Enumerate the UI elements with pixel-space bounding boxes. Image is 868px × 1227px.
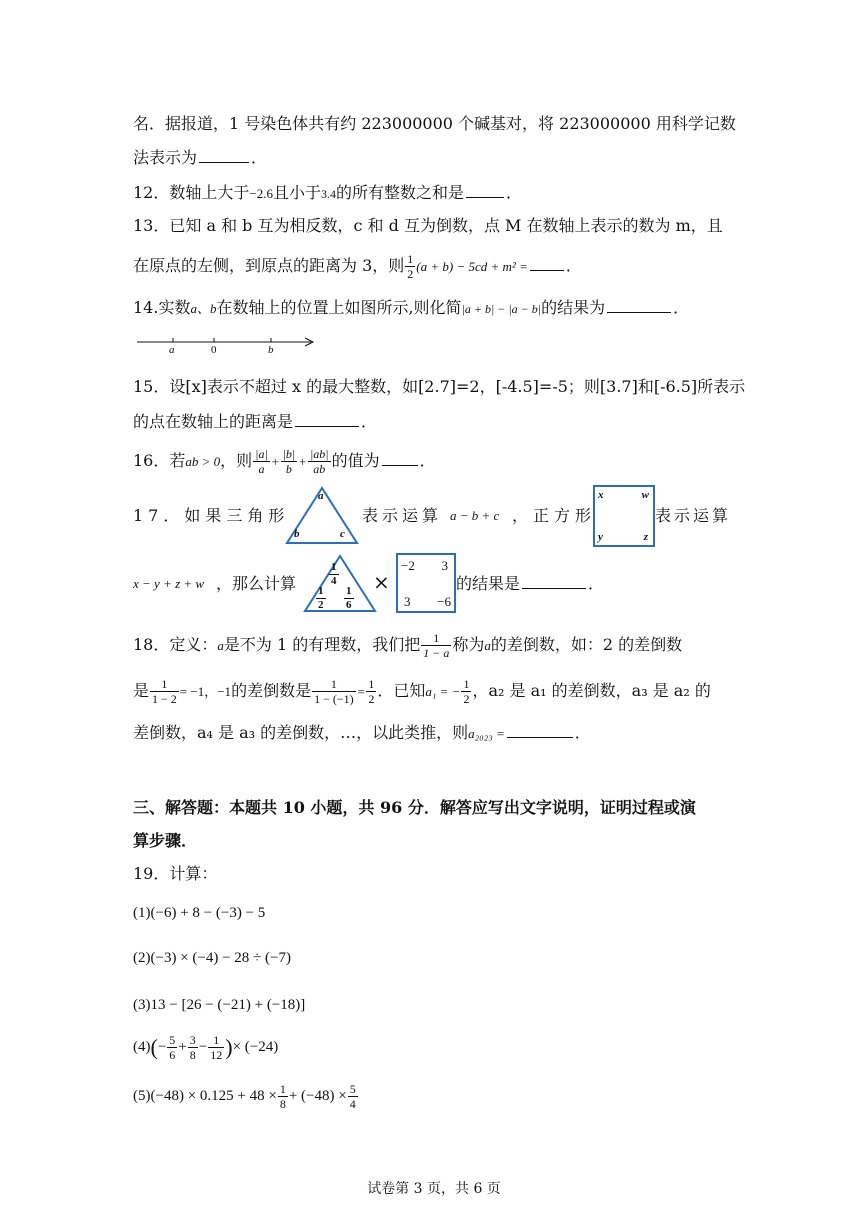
q15-line2: 的点在数轴上的距离是 ． <box>133 412 378 431</box>
q19-part1: (1)(−6) + 8 − (−3) − 5 <box>133 905 266 921</box>
answer-blank <box>382 449 418 466</box>
q19-part2: (2)(−3) × (−4) − 28 ÷ (−7) <box>133 950 291 966</box>
q11-line2: 法表示为 ． <box>133 148 268 167</box>
sq2-tr: 3 <box>441 558 448 573</box>
times-sign: × <box>373 570 390 594</box>
square-label-w: w <box>641 489 649 501</box>
q19-title: 19．计算： <box>133 864 218 883</box>
q18-line2: 是 $\frac{1}{1 - 2}$ = −1，−1的差倒数是 $\frac{1}{1 - (-1)}$ = $\frac{1}{2}$ ．已知a₁ = − $\frac{1}{2}$ ，a₂ 是 a₁ 的差倒数，a₃ 是 a₂ 的 <box>133 677 711 706</box>
q19-part3: (3)13 − [26 − (−21) + (−18)] <box>133 997 306 1013</box>
fraction: $\frac{1}{1 - a}$ <box>423 631 450 660</box>
fraction: $\frac{|b|}{b}$ <box>282 447 296 476</box>
square-shape-2 <box>396 553 456 613</box>
tri2-left-fraction: $\frac{1}{2}$ <box>318 585 324 611</box>
square-label-y: y <box>598 531 603 543</box>
q17-text-b: 表示运算 <box>362 506 443 525</box>
triangle-label-b: b <box>294 528 300 540</box>
tri2-top-fraction: $\frac{1}{4}$ <box>331 561 337 587</box>
fraction: $\frac{|a|}{a}$ <box>255 447 268 476</box>
q12: 12．数轴上大于−2.6且小于3.4的所有整数之和是 ． <box>133 183 523 202</box>
answer-blank <box>507 721 573 738</box>
square-label-z: z <box>643 531 648 543</box>
section-heading-line2: 算步骤． <box>133 831 198 850</box>
number-line-label-0: 0 <box>211 344 217 356</box>
number-line-label-a: a <box>169 344 175 356</box>
q19-part5: (5)(−48) × 0.125 + 48 × $\frac{1}{8}$ + (−48) × $\frac{5}{4}$ <box>133 1082 356 1111</box>
q13-line2: 在原点的左侧，到原点的距离为 3，则 $\frac{1}{2}$ (a + b) − 5cd + m² = ． <box>133 252 582 281</box>
q16: 16．若ab > 0，则 $\frac{|a|}{a}$ + $\frac{|b|}{b}$ + $\frac{|ab|}{ab}$ 的值为 ． <box>133 447 436 476</box>
number-line <box>133 332 323 360</box>
fraction: $\frac{1}{2}$ <box>463 677 470 706</box>
sq2-tl: −2 <box>401 558 415 573</box>
answer-blank <box>607 296 671 313</box>
square-shape <box>593 485 655 547</box>
number-line-label-b: b <box>268 344 274 356</box>
triangle-label-a: a <box>318 490 324 502</box>
answer-blank <box>522 572 586 589</box>
q17-op2: x − y + z + w <box>133 576 205 591</box>
q19-part4: (4)(− $\frac{5}{6}$ + $\frac{3}{8}$ − $\frac{1}{12}$ )× (−24) <box>133 1033 279 1062</box>
fraction: $\frac{1}{1 - 2}$ <box>152 677 177 706</box>
q11-line1: 名．据报道，1 号染色体共有约 223000000 个碱基对，将 223000000 用科学记数 <box>133 114 736 133</box>
fraction: $\frac{1}{1 - (-1)}$ <box>314 677 354 706</box>
answer-blank <box>295 410 359 427</box>
q17-text-a: 17．如果三角形 <box>133 506 290 525</box>
tri2-right-fraction: $\frac{1}{6}$ <box>346 585 352 611</box>
square-label-x: x <box>598 489 604 501</box>
triangle-shape-2 <box>302 553 378 615</box>
q14: 14.实数a、b在数轴上的位置上如图所示,则化简|a + b| − |a − b|的结果为 ． <box>133 298 690 317</box>
q17-text-f: 的结果是 ． <box>456 574 605 593</box>
page-footer: 试卷第 3 页，共 6 页 <box>367 1181 501 1197</box>
q17-text-e: ，那么计算 <box>216 574 297 593</box>
answer-blank <box>199 146 249 163</box>
q17-text-c: ，正方形 <box>512 506 597 525</box>
fraction: $\frac{1}{2}$ <box>407 252 414 281</box>
sq2-bl: 3 <box>404 594 411 609</box>
triangle-label-c: c <box>340 528 345 540</box>
q18-line1: 18．定义：a是不为 1 的有理数，我们把 $\frac{1}{1 - a}$ 称为a的差倒数，如：2 的差倒数 <box>133 631 683 660</box>
fraction: $\frac{1}{2}$ <box>368 677 375 706</box>
answer-blank <box>466 181 504 198</box>
q18-line3: 差倒数，a₄ 是 a₃ 的差倒数，…，以此类推，则a₂₀₂₃ = ． <box>133 723 591 742</box>
q13-line1: 13．已知 a 和 b 互为相反数，c 和 d 互为倒数，点 M 在数轴上表示的数为 m，且 <box>133 216 723 235</box>
q15-line1: 15．设[x]表示不超过 x 的最大整数，如[2.7]=2，[-4.5]=-5；则[3.7]和[-6.5]所表示 <box>133 377 746 396</box>
sq2-br: −6 <box>437 594 451 609</box>
q17-text-d: 表示运算 <box>655 506 732 525</box>
q17-op1: a − b + c <box>450 508 500 523</box>
section-heading-line1: 三、解答题：本题共 10 小题，共 96 分．解答应写出文字说明，证明过程或演 <box>133 798 696 817</box>
fraction: $\frac{|ab|}{ab}$ <box>309 447 329 476</box>
answer-blank <box>530 254 564 271</box>
